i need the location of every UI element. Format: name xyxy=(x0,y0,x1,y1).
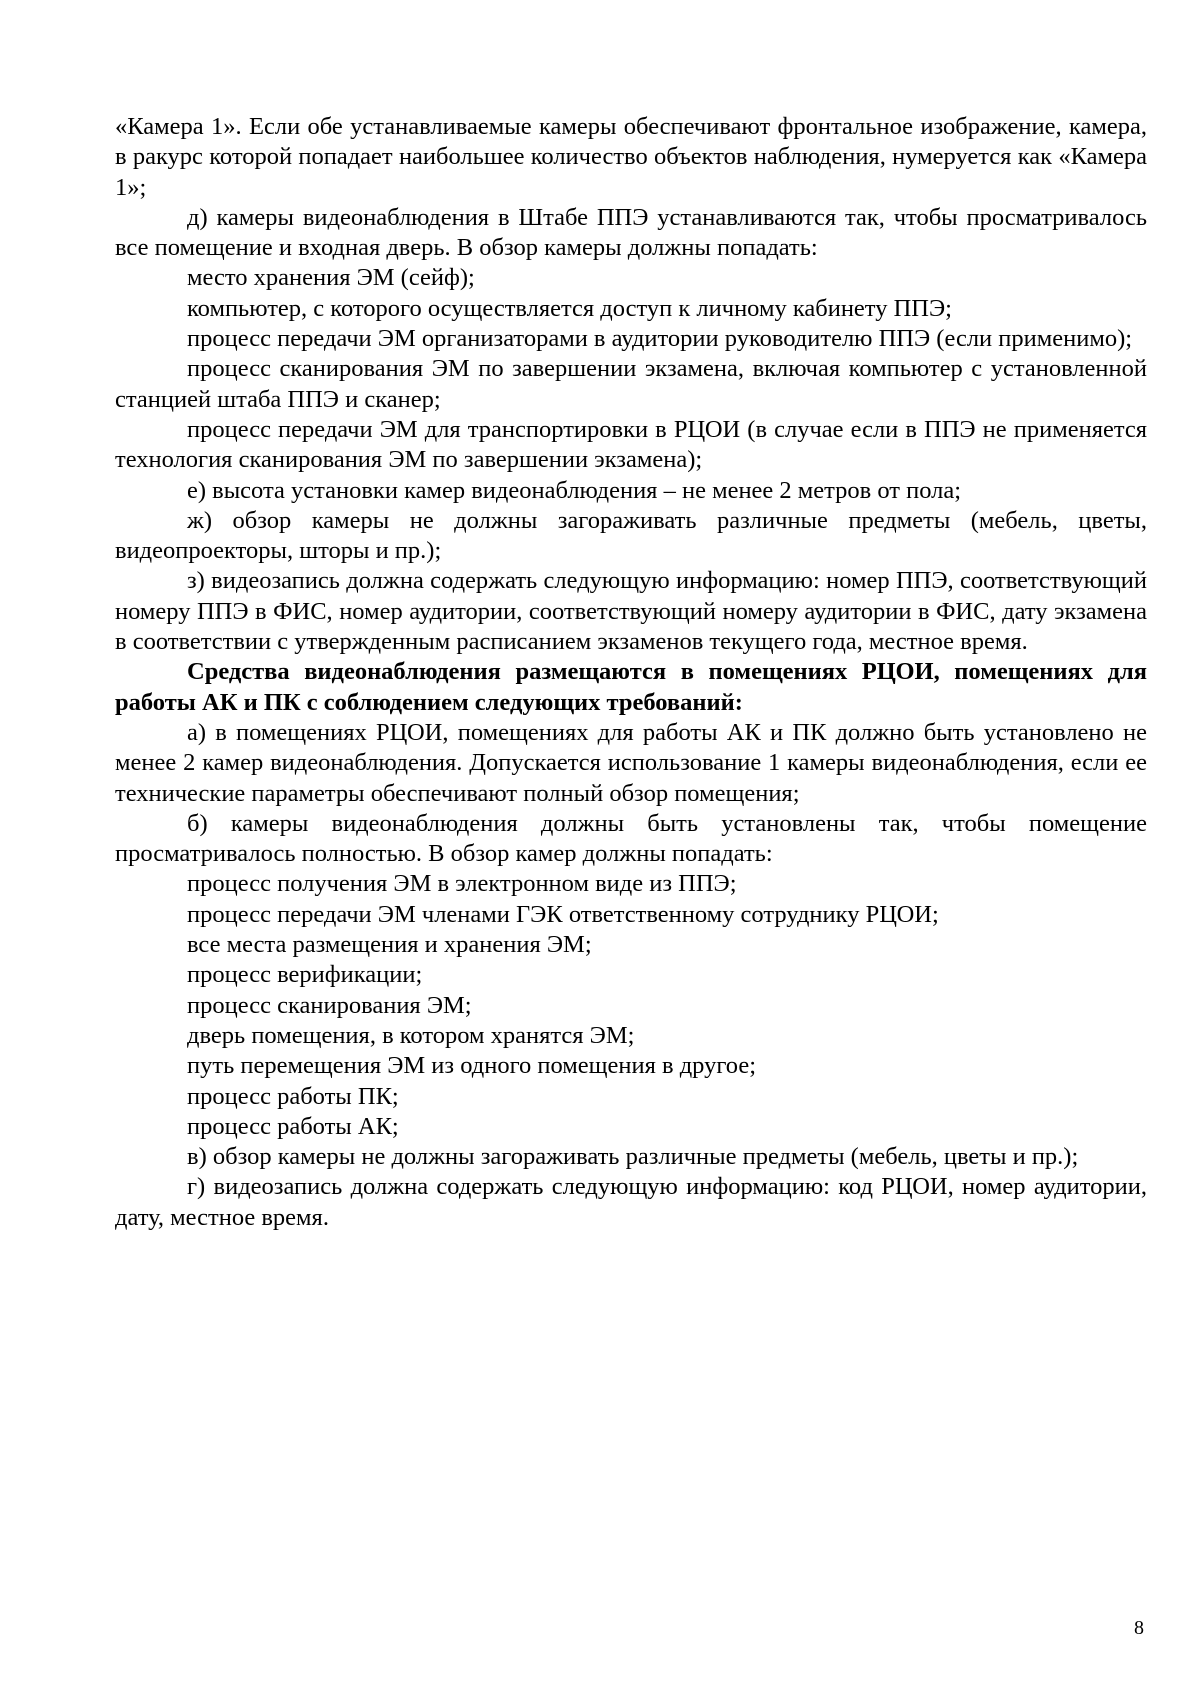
paragraph-camera1-numbering: «Камера 1». Если обе устанавливаемые камеры обеспечивают фронтальное изображение, камера, в ракурс которой попадает наибольшее количество объектов наблюдения, нумеруется как «Камера 1»; xyxy=(115,113,1147,201)
list-item: процесс сканирования ЭМ по завершении экзамена, включая компьютер с установленной станцией штаба ППЭ и сканер; xyxy=(115,355,1147,413)
list-item: процесс работы ПК; xyxy=(187,1082,399,1110)
paragraph-item-g-recording-info: г) видеозапись должна содержать следующую информацию: код РЦОИ, номер аудитории, дату, местное время. xyxy=(115,1173,1147,1231)
list-item: процесс верификации; xyxy=(187,961,423,989)
list-item: процесс работы АК; xyxy=(187,1112,399,1140)
paragraph-item-e-height: е) высота установки камер видеонаблюдения – не менее 2 метров от пола; xyxy=(187,476,962,504)
paragraph-item-a-camera-count: а) в помещениях РЦОИ, помещениях для работы АК и ПК должно быть установлено не менее 2 камер видеонаблюдения. Допускается использование 1 камеры видеонаблюдения, если ее технические параметры обеспечивают полный обзор помещения; xyxy=(115,718,1147,807)
section-heading: Средства видеонаблюдения размещаются в помещениях РЦОИ, помещениях для работы АК и ПК с соблюдением следующих требований: xyxy=(115,658,1147,716)
paragraph-item-v-obstruction: в) обзор камеры не должны загораживать различные предметы (мебель, цветы и пр.); xyxy=(187,1143,1079,1171)
list-item: процесс передачи ЭМ организаторами в аудитории руководителю ППЭ (если применимо); xyxy=(187,325,1133,353)
list-item: дверь помещения, в котором хранятся ЭМ; xyxy=(187,1021,635,1049)
list-item: все места размещения и хранения ЭМ; xyxy=(187,931,592,959)
list-item: процесс получения ЭМ в электронном виде из ППЭ; xyxy=(187,870,737,898)
list-item: процесс передачи ЭМ для транспортировки в РЦОИ (в случае если в ППЭ не применяется технология сканирования ЭМ по завершении экзамена); xyxy=(115,415,1147,474)
paragraph-item-z-recording-info: з) видеозапись должна содержать следующую информацию: номер ППЭ, соответствующий номеру ППЭ в ФИС, номер аудитории, соответствующий номеру аудитории в ФИС, дату экзамена в соответствии с утвержденным расписанием экзаменов текущего года, местное время. xyxy=(115,567,1147,656)
paragraph-item-d-hq-cameras: д) камеры видеонаблюдения в Штабе ППЭ устанавливаются так, чтобы просматривалось все помещение и входная дверь. В обзор камеры должны попадать: xyxy=(115,203,1147,262)
page-body xyxy=(115,112,1147,1233)
paragraph-item-zh-obstruction: ж) обзор камеры не должны загораживать различные предметы (мебель, цветы, видеопроекторы, шторы и пр.); xyxy=(115,506,1147,565)
list-item: компьютер, с которого осуществляется доступ к личному кабинету ППЭ; xyxy=(187,294,952,322)
page-number: 8 xyxy=(1134,1617,1144,1639)
paragraph-item-b-coverage: б) камеры видеонаблюдения должны быть установлены так, чтобы помещение просматривалось полностью. В обзор камер должны попадать: xyxy=(115,809,1147,868)
list-item: путь перемещения ЭМ из одного помещения в другое; xyxy=(187,1052,757,1080)
list-item: место хранения ЭМ (сейф); xyxy=(187,264,475,292)
list-item: процесс сканирования ЭМ; xyxy=(187,991,472,1019)
list-item: процесс передачи ЭМ членами ГЭК ответственному сотруднику РЦОИ; xyxy=(187,900,939,928)
